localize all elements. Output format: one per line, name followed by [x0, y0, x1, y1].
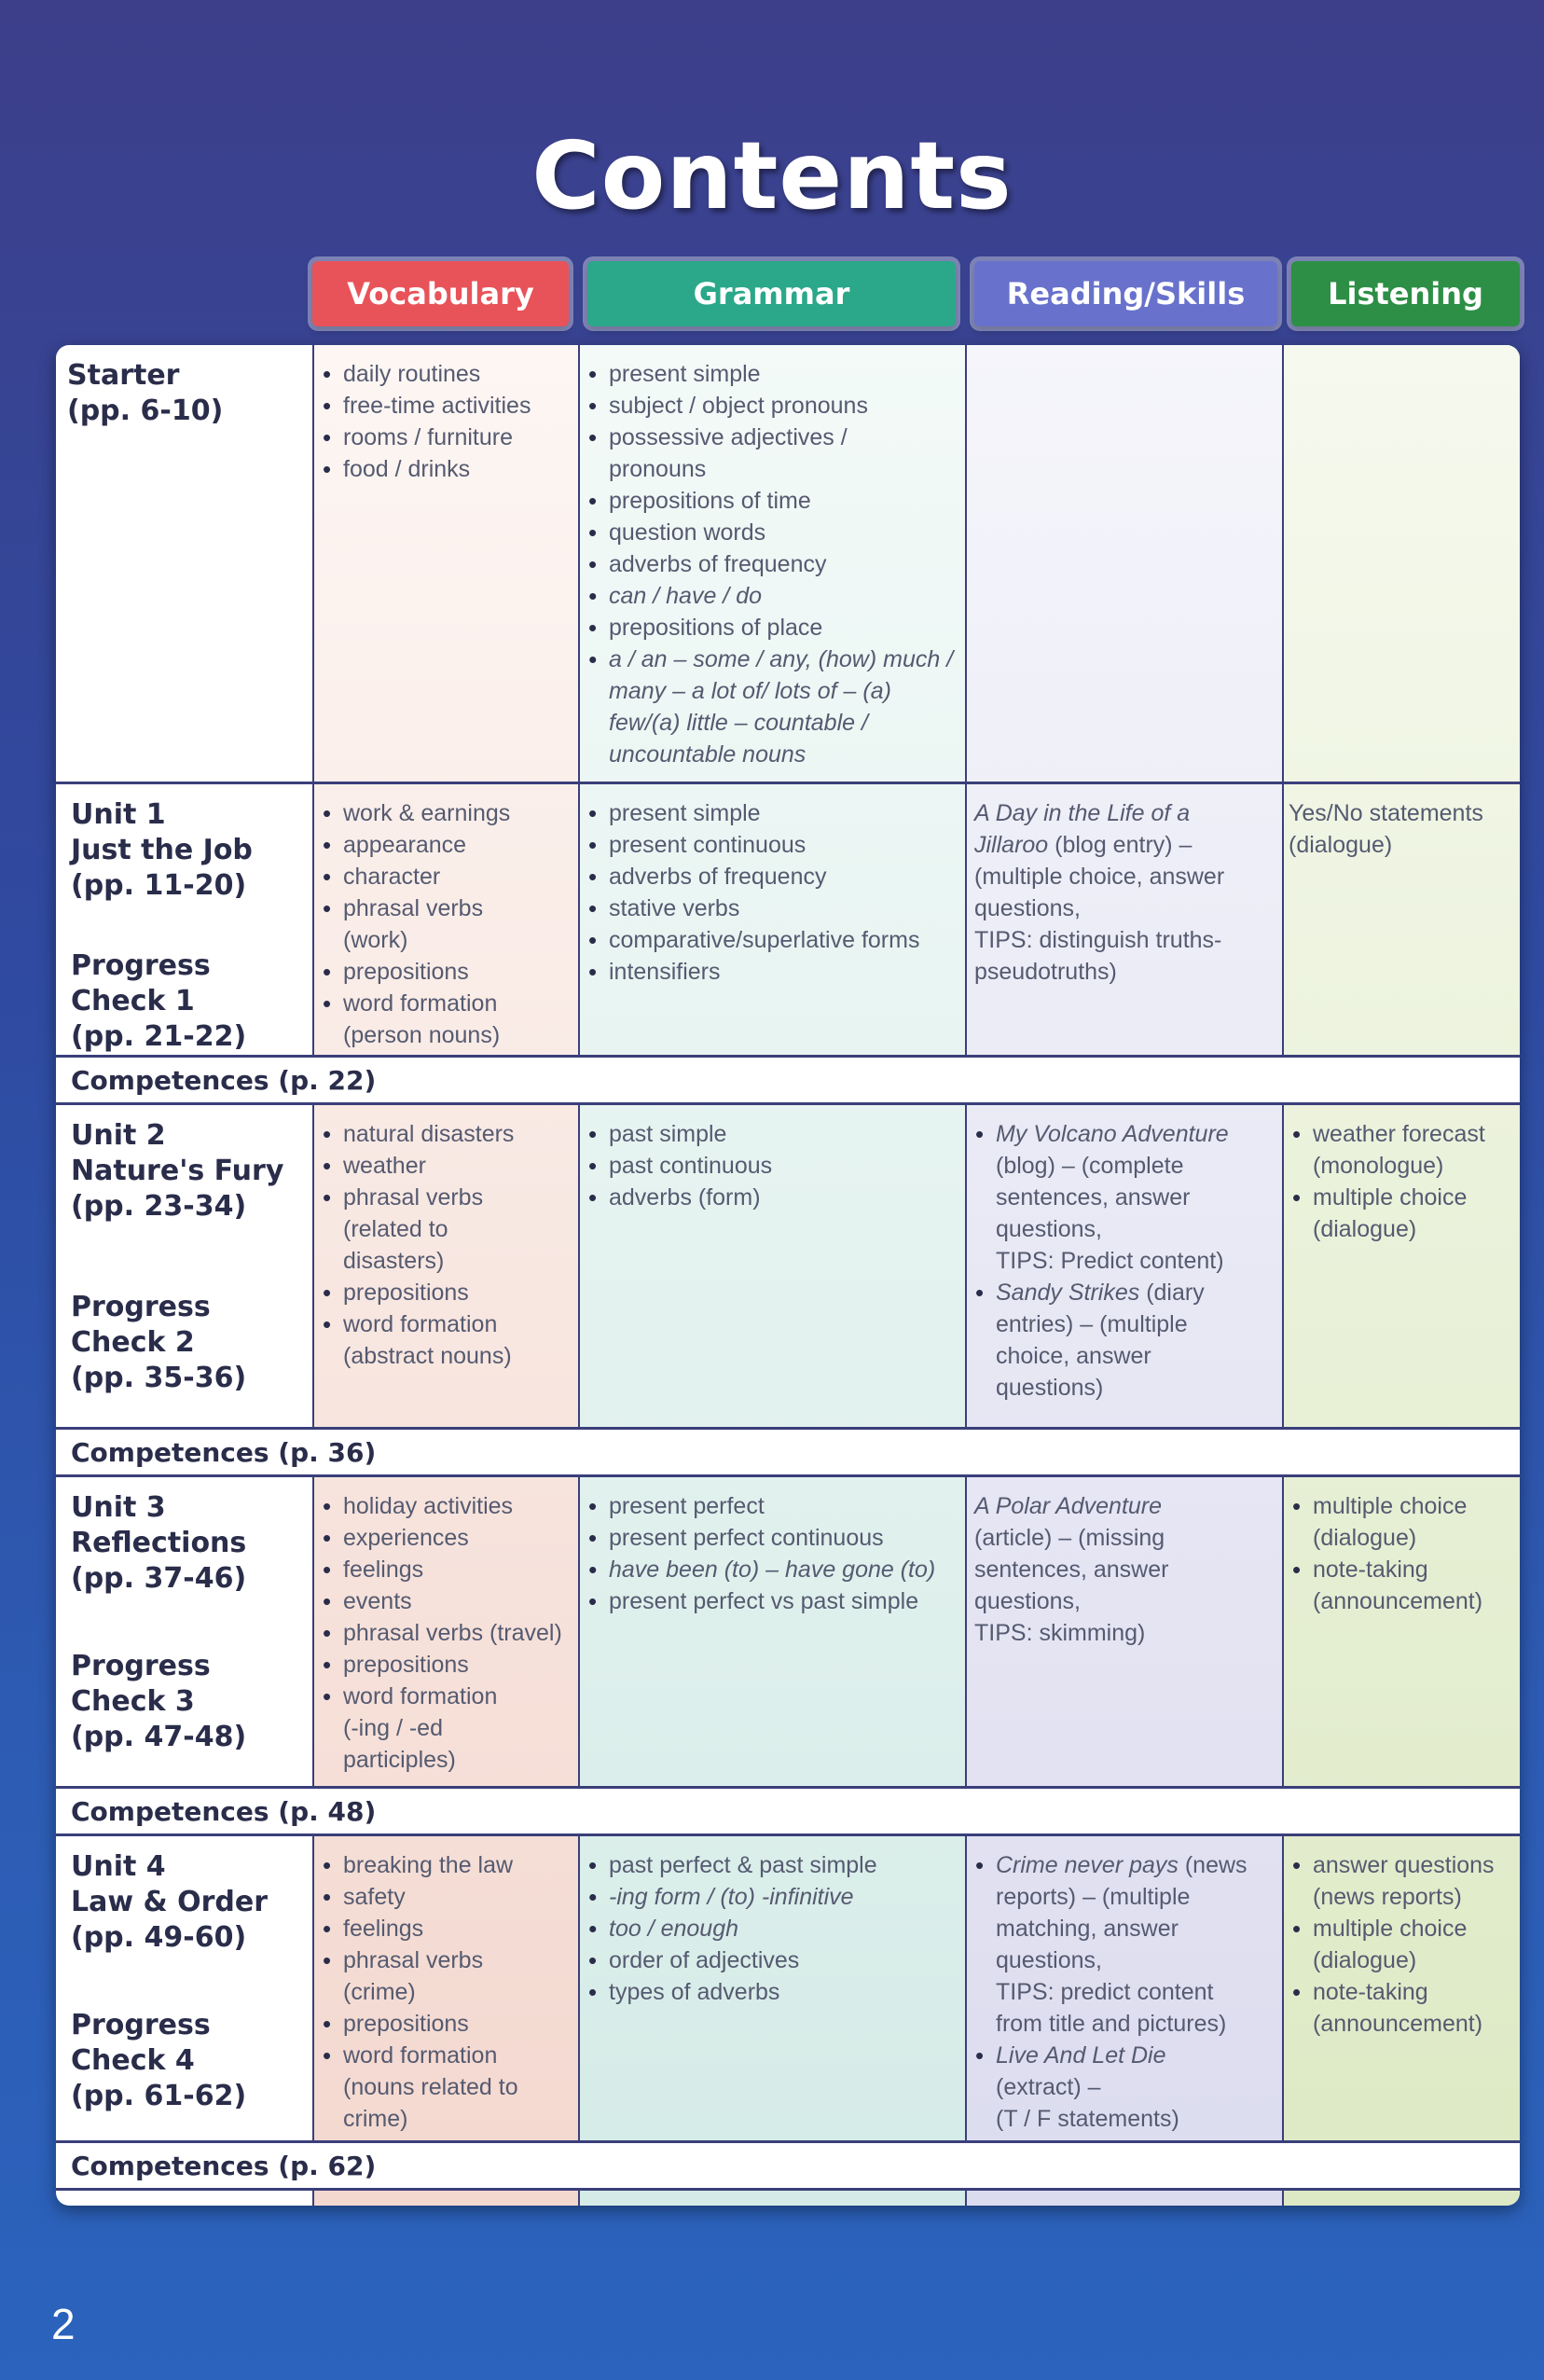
- list-item: • order of adjectives: [583, 1944, 963, 1976]
- unit3-row: [56, 1477, 1520, 1786]
- unit2-reading-list: [970, 1118, 1279, 1404]
- list-item: • natural disasters: [317, 1118, 576, 1150]
- starter-title: Starter (pp. 6-10): [67, 359, 224, 427]
- progress-check-4: Progress Check 4 (pp. 61-62): [71, 2009, 247, 2112]
- list-item: • safety: [317, 1881, 576, 1913]
- unit3-grammar-list: [583, 1490, 963, 1617]
- reading-title: A Polar Adventure: [974, 1493, 1163, 1519]
- list-item: • a / an – some / any, (how) much / many – a lot of/ lots of – (a) few/(a) little – countable / uncountable nouns: [583, 643, 963, 770]
- list-item: • have been (to) – have gone (to): [583, 1554, 963, 1585]
- list-item: • phrasal verbs (travel): [317, 1617, 576, 1649]
- list-item: • holiday activities: [317, 1490, 576, 1522]
- list-item: [970, 1118, 1279, 1277]
- starter-grammar-list: [583, 358, 963, 770]
- grammar-header: Grammar: [587, 261, 956, 326]
- competences-label: Competences (p. 22): [71, 1064, 377, 1096]
- list-item: • prepositions: [317, 1649, 576, 1681]
- list-item: • appearance: [317, 829, 576, 861]
- reading-details: (article) – (missing sentences, answer questions, TIPS: skimming): [974, 1525, 1169, 1646]
- unit4-vocabulary-list: [317, 1849, 576, 2135]
- starter-vocabulary-list: [317, 358, 576, 485]
- list-item: • subject / object pronouns: [583, 390, 963, 422]
- reading-title: My Volcano Adventure: [996, 1121, 1229, 1147]
- list-item: • present simple: [583, 358, 963, 390]
- list-item: • possessive adjectives / pronouns: [583, 422, 963, 485]
- list-item: • phrasal verbs (crime): [317, 1944, 576, 2008]
- reading-title: Sandy Strikes: [996, 1280, 1140, 1306]
- list-item: • intensifiers: [583, 956, 963, 988]
- contents-table: [56, 345, 1520, 2206]
- list-item: • phrasal verbs (related to disasters): [317, 1182, 576, 1277]
- reading-title: Crime never pays: [996, 1852, 1179, 1878]
- unit2-title: Unit 2 Nature's Fury (pp. 23-34): [71, 1119, 284, 1223]
- competences-label: Competences (p. 62): [71, 2150, 377, 2181]
- list-item: • present perfect: [583, 1490, 963, 1522]
- unit1-grammar-list: [583, 797, 963, 988]
- list-item: • question words: [583, 517, 963, 548]
- list-item: • multiple choice (dialogue): [1287, 1490, 1518, 1554]
- competences-band: [56, 1058, 1520, 1102]
- unit3-vocabulary-list: [317, 1490, 576, 1776]
- list-item: • adverbs (form): [583, 1182, 963, 1213]
- list-item: • types of adverbs: [583, 1976, 963, 2008]
- list-item: • feelings: [317, 1554, 576, 1585]
- list-item: • present perfect continuous: [583, 1522, 963, 1554]
- list-item: • adverbs of frequency: [583, 861, 963, 892]
- list-item: • past simple: [583, 1118, 963, 1150]
- list-item: • weather: [317, 1150, 576, 1182]
- unit4-row: [56, 1836, 1520, 2140]
- unit3-listening-list: [1287, 1490, 1518, 1617]
- unit1-vocabulary-list: [317, 797, 576, 1051]
- list-item: • events: [317, 1585, 576, 1617]
- unit2-listening-list: [1287, 1118, 1518, 1245]
- competences-band: [56, 1789, 1520, 1833]
- unit4-title: Unit 4 Law & Order (pp. 49-60): [71, 1850, 269, 1954]
- unit3-title: Unit 3 Reflections (pp. 37-46): [71, 1491, 247, 1595]
- list-item: • multiple choice (dialogue): [1287, 1182, 1518, 1245]
- list-item: • -ing form / (to) -infinitive: [583, 1881, 963, 1913]
- list-item: • daily routines: [317, 358, 576, 390]
- unit2-vocabulary-list: [317, 1118, 576, 1372]
- list-item: • weather forecast (monologue): [1287, 1118, 1518, 1182]
- list-item: • present continuous: [583, 829, 963, 861]
- unit4-listening-list: [1287, 1849, 1518, 2040]
- list-item: • word formation (abstract nouns): [317, 1308, 576, 1372]
- list-item: • comparative/superlative forms: [583, 924, 963, 956]
- unit3-reading-text: [974, 1490, 1277, 1649]
- list-item: • rooms / furniture: [317, 422, 576, 453]
- list-item: • prepositions: [317, 2008, 576, 2040]
- list-item: • feelings: [317, 1913, 576, 1944]
- reading-details: (news reports) – (multiple matching, answer questions, TIPS: predict content from title and pictures): [996, 1852, 1248, 2037]
- reading-details: (blog) – (complete sentences, answer questions, TIPS: Predict content): [996, 1153, 1224, 1274]
- list-item: • word formation (person nouns): [317, 988, 576, 1051]
- unit2-grammar-list: [583, 1118, 963, 1213]
- list-item: • experiences: [317, 1522, 576, 1554]
- list-item: • prepositions of place: [583, 612, 963, 643]
- reading-details: (extract) – (T / F statements): [996, 2074, 1179, 2132]
- list-item: • phrasal verbs (work): [317, 892, 576, 956]
- list-item: • word formation (-ing / -ed participles): [317, 1681, 576, 1776]
- list-item: [970, 2040, 1279, 2135]
- reading-skills-header: Reading/Skills: [974, 261, 1277, 326]
- list-item: • breaking the law: [317, 1849, 576, 1881]
- list-item: • prepositions: [317, 1277, 576, 1308]
- reading-details: (blog entry) – (multiple choice, answer questions, TIPS: distinguish truths- pseudotruths): [974, 832, 1225, 985]
- reading-title: A Day in the Life of a Jillaroo: [974, 800, 1191, 858]
- progress-check-1: Progress Check 1 (pp. 21-22): [71, 949, 247, 1053]
- row-divider: [56, 2188, 1520, 2191]
- unit2-row: [56, 1105, 1520, 1427]
- unit4-grammar-list: [583, 1849, 963, 2008]
- list-item: • work & earnings: [317, 797, 576, 829]
- reading-details: (diary entries) – (multiple choice, answer questions): [996, 1280, 1205, 1401]
- list-item: • prepositions: [317, 956, 576, 988]
- unit1-listening-text: Yes/No statements (dialogue): [1289, 800, 1483, 858]
- listening-header: Listening: [1291, 261, 1520, 326]
- competences-label: Competences (p. 36): [71, 1436, 377, 1468]
- list-item: • present simple: [583, 797, 963, 829]
- column-headers: [312, 261, 1520, 326]
- list-item: • adverbs of frequency: [583, 548, 963, 580]
- unit1-reading-text: [974, 797, 1277, 988]
- list-item: • past perfect & past simple: [583, 1849, 963, 1881]
- page-number: 2: [51, 2300, 76, 2348]
- competences-band: [56, 2143, 1520, 2188]
- progress-check-3: Progress Check 3 (pp. 47-48): [71, 1650, 247, 1753]
- starter-row: [56, 345, 1520, 783]
- unit1-title: Unit 1 Just the Job (pp. 11-20): [71, 798, 253, 902]
- list-item: • too / enough: [583, 1913, 963, 1944]
- list-item: • character: [317, 861, 576, 892]
- unit4-reading-list: [970, 1849, 1279, 2135]
- unit1-row: [56, 784, 1520, 1055]
- list-item: • food / drinks: [317, 453, 576, 485]
- list-item: • multiple choice (dialogue): [1287, 1913, 1518, 1976]
- list-item: • can / have / do: [583, 580, 963, 612]
- competences-band: [56, 1430, 1520, 1474]
- reading-title: Live And Let Die: [996, 2042, 1166, 2069]
- vocabulary-header: Vocabulary: [312, 261, 569, 326]
- list-item: [970, 1849, 1279, 2040]
- list-item: • note-taking (announcement): [1287, 1976, 1518, 2040]
- competences-label: Competences (p. 48): [71, 1795, 377, 1827]
- list-item: • answer questions (news reports): [1287, 1849, 1518, 1913]
- list-item: • past continuous: [583, 1150, 963, 1182]
- list-item: • word formation (nouns related to crime): [317, 2040, 576, 2135]
- progress-check-2: Progress Check 2 (pp. 35-36): [71, 1291, 247, 1394]
- page-title: Contents: [531, 121, 1013, 230]
- list-item: • stative verbs: [583, 892, 963, 924]
- list-item: • note-taking (announcement): [1287, 1554, 1518, 1617]
- list-item: • prepositions of time: [583, 485, 963, 517]
- list-item: [970, 1277, 1279, 1404]
- list-item: • present perfect vs past simple: [583, 1585, 963, 1617]
- list-item: • free-time activities: [317, 390, 576, 422]
